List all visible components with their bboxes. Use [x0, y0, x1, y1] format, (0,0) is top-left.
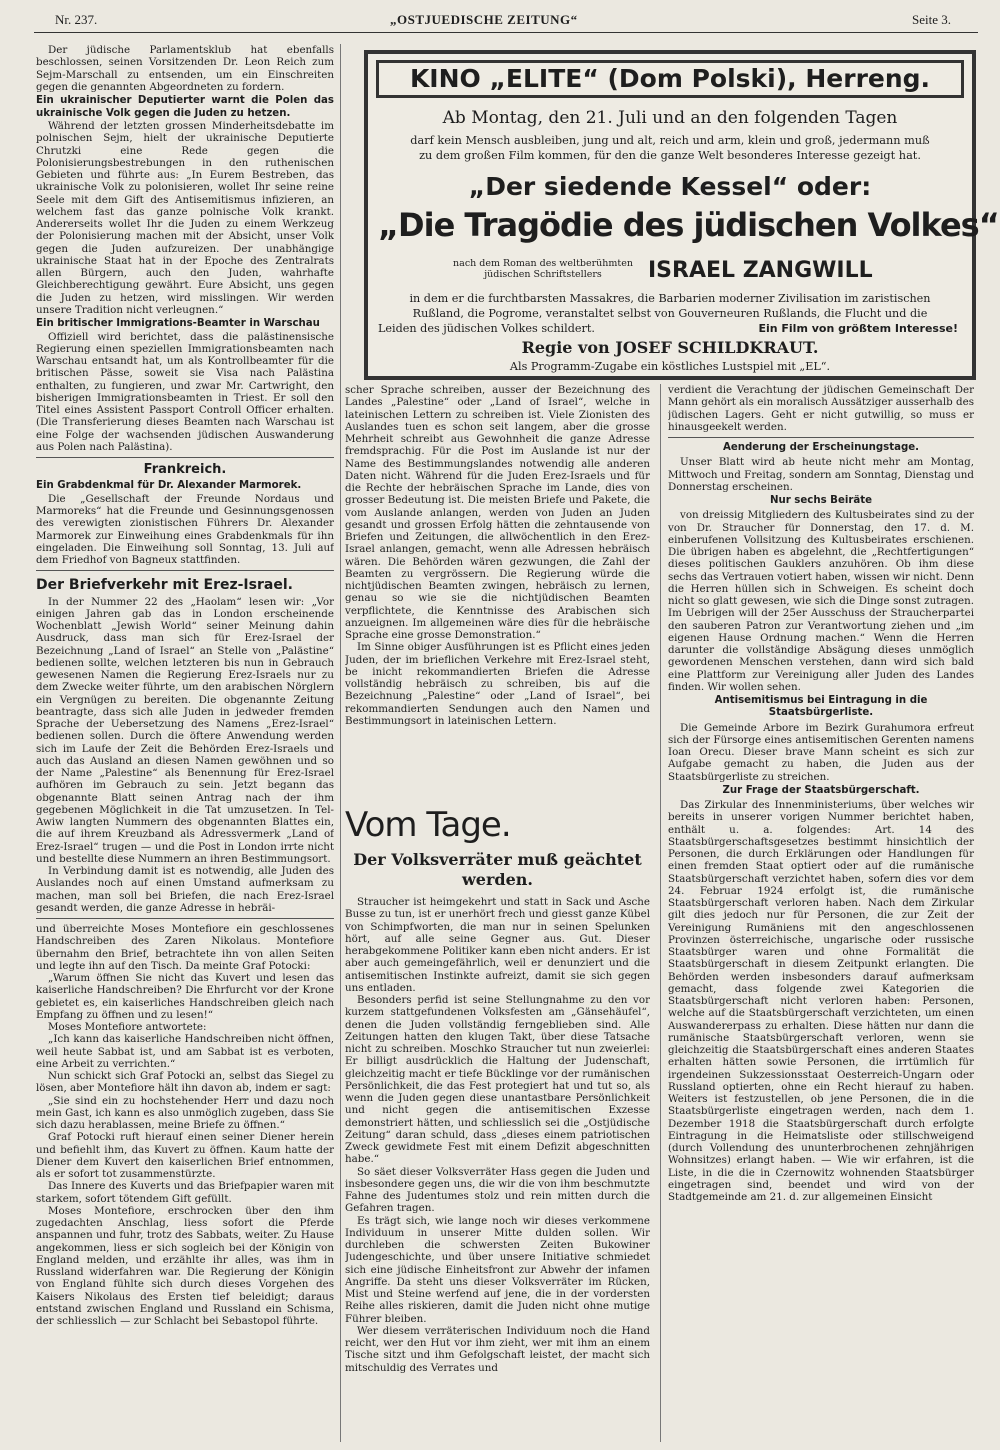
ad-film-title-1: „Der siedende Kessel“ oder:	[468, 172, 872, 201]
paragraph: Nun schickt sich Graf Potocki an, selbst das Siegel zu lösen, aber Montefiore hält ihn davon ab, indem er sagt:	[36, 1070, 334, 1095]
ad-line-1: darf kein Mensch ausbleiben, jung und alt, reich und arm, klein und groß, jedermann muß	[410, 134, 930, 147]
ad-bonus: Als Programm-Zugabe ein köstliches Lustspiel mit „EL“.	[509, 360, 831, 373]
article-heading: Ein Grabdenkmal für Dr. Alexander Marmorek.	[36, 480, 302, 492]
paragraph: In der Nummer 22 des „Haolam“ lesen wir: „Vor einigen Jahren gab das in London erscheinende Wochenblatt „Jewish World“ seiner Meinung dahin Ausdruck, dass man sich für Erez-Israel der Bezeichnung „Land of Israel“ an Stelle von „Palästine“ bedienen sollte, welchen letzteren bis nun in Gebrauch gewesenen Namen die Regierung Erez-Israels nur zu dem Zwecke weiter führte, um den arabischen Nörglern ein Vergnügen zu bereiten. Die obgenannte Zeitung beantragte, dass sich alle Juden in jedweder fremden Sprache der Uebersetzung des Namens „Erez-Israel“ bedienen sollen. Durch die öftere Anwendung werden sich im Laufe der Zeit die Behörden Erez-Israels und auch das Ausland an diesen Namen gewöhnen und so der Name „Palestine“ als Benennung für Erez-Israel aufhören im Gebrauch zu sein. Jetzt begann das obgenannte Blatt seinen Antrag nach der ihm gegebenen Möglichkeit in die Tat umzusetzen. In Tel-Awiw langten Nummern des obgenannten Blattes ein, die auf ihrem Kreuzband als Adressvermerk „Land of Erez-Israel“ trugen — und die Post in London irrte nicht und bestellte diese Nummern an ihren Bestimmungsort.	[36, 595, 334, 865]
paragraph: Graf Potocki ruft hierauf einen seiner Diener herein und befiehlt ihm, das Kuvert zu öffnen. Kaum hatte der Diener dem Kuvert den kaiserlichen Brief entnommen, als er sofort tot zusammenstürzte.	[36, 1131, 334, 1180]
ad-author: ISRAEL ZANGWILL	[648, 258, 873, 283]
header-rule	[34, 32, 978, 33]
ad-date: Ab Montag, den 21. Juli und an den folgenden Tagen	[442, 108, 898, 128]
article-heading: Zur Frage der Staatsbürgerschaft.	[722, 784, 920, 796]
section-heading: Frankreich.	[143, 462, 227, 477]
paragraph: „Warum öffnen Sie nicht das Kuvert und lesen das kaiserliche Handschreiben? Die Ehrfurcht vor der Krone gebietet es, ein kaiserliches Handschreiben gleich nach Empfang zu öffnen und zu lesen!“	[36, 972, 334, 1021]
paragraph: von dreissig Mitgliedern des Kultusbeirates sind zu der von Dr. Straucher für Donnerstag, den 17. d. M. einberufenen Vollsitzung des Kultusbeirates erschienen. Die übrigen haben es abgelehnt, die „Rechtfertigungen“ dieses politischen Gauklers anzuhören. Ob ihm diese sechs das Vertrauen votiert haben, wissen wir nicht. Denn die Herren hüllen sich in Schweigen. Es scheint doch nicht so glatt gewesen, wie sich die Dinge sonst zutragen. Im Uebrigen will der 25er Ausschuss der Straucherpartei den sauberen Patron zur Verantwortung ziehen und „im eigenen Hause Ordnung machen.“ Wenn die Herren darunter die vollständige Absägung dieses unmöglich gewordenen Menschen verstehen, dann wird sich bald eine Plattform zur Vereinigung aller Juden des Landes finden. Wir wollen sehen.	[668, 509, 974, 693]
divider	[36, 918, 334, 919]
section-heading: Der Briefverkehr mit Erez-Israel.	[36, 577, 293, 594]
article-heading: Aenderung der Erscheinungstage.	[722, 442, 920, 453]
paragraph: Moses Montefiore antwortete:	[48, 1021, 207, 1033]
ad-novel-note	[428, 258, 658, 280]
ad-desc-1: in dem er die furchtbarsten Massakres, die Barbarien moderner Zivilisation im zaristischen	[409, 292, 931, 305]
article-heading: Nur sechs Beiräte	[769, 495, 873, 506]
page-header	[0, 12, 1000, 34]
paragraph: Es trägt sich, wie lange noch wir dieses verkommene Individuum in unserer Mitte dulden sollen. Wir durchleben die schwersten Zeiten Bukowiner Judengeschichte, und über unsere Initiative schmiedet sich eine jüdische Einheitsfront zur Abwehr der infamen Angriffe. Da steht uns dieser Volksverräter im Rücken, Mist und Steine werfend auf jene, die in der vordersten Reihe alles riskieren, damit die Juden nicht ohne mutige Führer bleiben.	[345, 1214, 650, 1325]
paragraph: Moses Montefiore, erschrocken über den ihm zugedachten Anschlag, liess sofort die Pferde anspannen und fuhr, trotz des Sabbats, weiter. Zu Hause angekommen, liess er sich sogleich bei der Königin von England melden, und erzählte ihr alles, was ihm in Russland widerfahren war. Die Regierung der Königin von England fühlte sich durch dieses Vorgehen des Kaisers Nikolaus des Ersten tief beleidigt; daraus entstand zwischen England und Russland ein Schisma, der schliesslich — zur Schlacht bei Sebastopol führte.	[36, 1204, 334, 1327]
column-2-top	[345, 384, 650, 794]
article-headline: Der Volksverräter muß geächtet werden.	[353, 850, 642, 889]
column-rule	[340, 44, 341, 1442]
paragraph: Der jüdische Parlamentsklub hat ebenfalls beschlossen, seinen Vorsitzenden Dr. Leon Reich zum Sejm-Marschall zu entsenden, um ein Einschreiten gegen die genannten Abgeordneten zu fordern.	[36, 44, 334, 93]
ad-desc-3: Leiden des jüdischen Volkes schildert.	[378, 322, 595, 335]
column-3	[668, 384, 974, 1444]
ad-director: Regie von JOSEF SCHILDKRAUT.	[521, 338, 819, 357]
ad-kino-title: KINO „ELITE“ (Dom Polski), Herreng.	[376, 60, 964, 98]
paragraph: Die Gemeinde Arbore im Bezirk Gurahumora erfreut sich der Fürsorge eines antisemitischen Gerenten namens Ioan Orecu. Dieser brave Mann scheint es sich zur Aufgabe gemacht zu haben, die Juden aus der Staatsbürgerliste zu streichen.	[668, 721, 974, 783]
divider	[36, 570, 334, 571]
ad-film-title-2: „Die Tragödie des jüdischen Volkes“	[378, 206, 999, 244]
cinema-advertisement	[364, 50, 999, 380]
ad-novel-line-2: jüdischen Schriftstellers	[484, 269, 602, 280]
vom-tage-heading: Vom Tage.	[345, 805, 511, 845]
column-rule	[660, 384, 661, 1442]
ad-desc-2: Rußland, die Pogrome, veranstaltet selbst von Gouverneuren Rußlands, die Flucht und die	[412, 307, 928, 320]
column-1	[36, 44, 334, 1442]
paragraph: scher Sprache schreiben, ausser der Bezeichnung des Landes „Palestine“ oder „Land of Israel“, welche in lateinischen Lettern zu schreiben ist. Viele Zionisten des Auslandes tuen es schon seit langem, aber die grosse Mehrheit schreibt aus Gewohnheit die ganze Adresse fremdsprachig. Für die Post im Auslande ist nur der Name des Bestimmungslandes notwendig alle anderen Daten nicht. Während für die Juden Erez-Israels und für die Rechte der hebräischen Sprache im Lande, dies von grosser Bedeutung ist. Die meisten Briefe und Pakete, die vom Auslande anlangen, werden von Juden an Juden gesandt und grossen Erfolg hätten die zehntausende von Briefen und Zeitungen, die allwöchentlich in den Erez-Israel anlangen, gemacht, wenn alle Adressen hebräisch wären. Die Behörden wären gezwungen, die Zahl der Beamten zu vergrössern. Die Regierung würde die nichtjüdischen Beamten zwingen, hebräisch zu lernen, genau so wie sie die nichtjüdischen Beamten verpflichtete, die Kenntnisse des Arabischen sich anzueignen. Im allgemeinen wäre dies für die hebräische Sprache eine grosse Demonstration.“	[345, 384, 650, 641]
ad-line-2: zu dem großen Film kommen, für den die ganze Welt besonderes Interesse gezeigt hat.	[419, 149, 921, 162]
divider	[668, 437, 974, 438]
column-2-bottom	[345, 896, 650, 1444]
paragraph: Unser Blatt wird ab heute nicht mehr am Montag, Mittwoch und Freitag, sondern am Sonntag, Dienstag und Donnerstag erscheinen.	[668, 456, 974, 493]
paragraph: Das Innere des Kuverts und das Briefpapier waren mit starkem, sofort tötendem Gift gefüllt.	[36, 1180, 334, 1205]
paragraph: Das Zirkular des Innenministeriums, über welches wir bereits in unserer vorigen Nummer berichtet haben, enthält u. a. folgendes: Art. 14 des Staatsbürgerschaftsgesetzes bestimmt hinsichtlich der Personen, die durch Erklärungen oder Handlungen für einen fremden Staat optiert oder auf die rumänische Staatsbürgerschaft verzichtet haben, sofern dies vor dem 24. Februar 1924 erfolgt ist, die rumänische Staatsbürgerschaft verloren haben. Nach dem Zirkular gilt dies jedoch nur für Personen, die zur Zeit der Vereinigung Rumäniens mit den angeschlossenen Provinzen österreichische, ungarische oder russische Staatsbürger waren und ohne Formalität die Staatsbürgerschaft in diesem Zeitpunkt erlangten. Die Behörden werden insbesonders darauf aufmerksam gemacht, dass folgende zwei Kategorien die Staatsbürgerschaft nicht verloren haben: Personen, welche auf die Staatsbürgerschaft verzichteten, um einen Auswandererpass zu erhalten. Diese hätten nur dann die rumänische Staatsbürgerschaft verloren, wenn sie gleichzeitig die Staatsbürgerschaft eines anderen Staates erhalten hätten sowie Personen, die irrtümlich für irgendeinen Sukzessionsstaat Oesterreich-Ungarn oder Russland optierten, ohne ein Recht hierauf zu haben. Weiters ist festzustellen, ob jene Personen, die in die Staatsbürgerliste eingetragen werden, nach dem 1. Dezember 1918 die Staatsbürgerschaft durch erfolgte Eintragung in die Heimatsliste oder stillschweigend (durch Vollendung des ununterbrochenen zehnjährigen Wohnsitzes) erlangt haben. — Wie wir erfahren, ist die Liste, in die die in Czernowitz wohnenden Staatsbürger eingetragen sind, beendet und wird von der Stadtgemeinde am 21. d. zur allgemeinen Einsicht	[668, 799, 974, 1203]
ad-novel-line-1: nach dem Roman des weltberühmten	[453, 258, 633, 269]
paragraph: Wer diesem verräterischen Individuum noch die Hand reicht, wer den Hut vor ihm zieht, wer mit ihm an einem Tische sitzt und ihm Gefolgschaft leistet, der macht sich mitschuldig des Verrates und	[345, 1324, 650, 1374]
paragraph: „Ich kann das kaiserliche Handschreiben nicht öffnen, weil heute Sabbat ist, und am Sabbat ist es verboten, eine Arbeit zu verrichten.“	[36, 1033, 334, 1070]
paragraph: Offiziell wird berichtet, dass die palästinensische Regierung einen speziellen Immigrationsbeamten nach Warschau entsandt hat, um als Kontrollbeamter für die britischen Pässe, soweit sie Visa nach Palästina enthalten, zu fungieren, und zwar Mr. Cartwright, den bisherigen Immigrationsbeamten in Triest. Er soll den Titel eines Assistent Passport Controll Officer erhalten. (Die Transferierung dieses Beamten nach Warschau ist eine Folge der wachsenden jüdischen Auswanderung aus Polen nach Palästina).	[36, 330, 334, 453]
paragraph: Straucher ist heimgekehrt und statt in Sack und Asche Busse zu tun, ist er unerhört frech und giesst ganze Kübel von Schimpfworten, die man nur in seinen Spelunken hört, auf alle seine Gegner aus. Gut. Dieser herabgekommene Politiker kann eben nicht anders. Er ist aber auch gemeingefährlich, weil er denunziert und die antisemitischen Instinkte aufreizt, damit sie sich gegen uns entladen.	[345, 896, 650, 994]
paragraph: „Sie sind ein zu hochstehender Herr und dazu noch mein Gast, ich kann es also unmöglich zugeben, dass Sie sich dazu herablassen, meine Briefe zu öffnen.“	[36, 1094, 334, 1131]
paragraph: Besonders perfid ist seine Stellungnahme zu den vor kurzem stattgefundenen Volksfesten am „Gänsehäufel“, denen die Juden vollständig ferngeblieben sind. Alle Zeitungen hatten den klugen Takt, über diese Tatsache nicht zu schreiben. Moschko Straucher tut nun zweierlei: Er billigt ausdrücklich die Haltung der Judenschaft, gleichzeitig macht er tiefe Bücklinge vor der rumänischen Persönlichkeit, die das Fest protegiert hat und tut so, als wenn die Juden gegen diese unantastbare Persönlichkeit und nicht gegen die antisemitischen Exzesse demonstriert hätten, und schliesslich sei die „Ostjüdische Zeitung“ daran schuld, dass „dieses einem patriotischen Zweck gewidmete Fest mit einem Defizit abgeschnitten habe.“	[345, 994, 650, 1166]
paragraph: Die „Gesellschaft der Freunde Nordaus und Marmoreks“ hat die Freunde und Gesinnungsgenossen des verewigten zionistischen Führers Dr. Alexander Marmorek zur Einweihung eines Grabdenkmals für ihn eingeladen. Die Einweihung soll Sonntag, 13. Juli auf dem Friedhof von Bagneux stattfinden.	[36, 492, 334, 566]
issue-number: Nr. 237.	[55, 12, 98, 27]
paragraph: So säet dieser Volksverräter Hass gegen die Juden und insbesondere gegen uns, die wir die von ihm beschmutzte Fahne des Judentumes stolz und rein mitten durch die Gefahren tragen.	[345, 1165, 650, 1215]
ad-interest-note: Ein Film von größtem Interesse!	[758, 322, 958, 335]
paragraph: verdient die Verachtung der jüdischen Gemeinschaft Der Mann gehört als ein moralisch Aussätziger ausserhalb des jüdischen Lagers. Geht er nicht gutwillig, so muss er hinausgeekelt werden.	[668, 384, 974, 433]
paragraph: und überreichte Moses Montefiore ein geschlossenes Handschreiben des Zaren Nikolaus. Montefiore übernahm den Brief, betrachtete ihn von allen Seiten und legte ihn auf den Tisch. Da meinte Graf Potocki:	[36, 923, 334, 972]
paragraph: In Verbindung damit ist es notwendig, alle Juden des Auslandes noch auf einen Umstand aufmerksam zu machen, man soll bei Briefen, die nach Erez-Israel gesandt werden, die ganze Adresse in hebräi-	[36, 865, 334, 914]
article-heading: Ein britischer Immigrations-Beamter in Warschau	[36, 318, 320, 329]
article-heading: Antisemitismus bei Eintragung in die Staatsbürgerliste.	[714, 695, 928, 719]
masthead: „OSTJUEDISCHE ZEITUNG“	[390, 12, 578, 27]
divider	[36, 457, 334, 458]
article-heading: Ein ukrainischer Deputierter warnt die Polen das ukrainische Volk gegen die Juden zu hetzen.	[36, 95, 334, 119]
page-number: Seite 3.	[912, 12, 951, 27]
paragraph: Im Sinne obiger Ausführungen ist es Pflicht eines jeden Juden, der im brieflichen Verkehre mit Erez-Israel steht, be inicht rekommandierten Briefen die Adresse vollständig hebräisch zu schreiben, bis auf die Bezeichnung „Palestine“ oder „Land of Israel“, bei rekommandierten Sendungen auch den Namen und Bestimmungsort in lateinischen Lettern.	[345, 641, 650, 727]
paragraph: Während der letzten grossen Minderheitsdebatte im polnischen Sejm, hielt der ukrainische Deputierte Chrutzki eine Rede gegen die Polonisierungsbestrebungen in den ruthenischen Gebieten und führte aus: „In Eurem Bestreben, das ukrainische Volk zu polonisieren, wollet Ihr seine reine Seele mit dem Gift des Antisemitismus infizieren, an welchem fast das ganze polnische Volk krankt. Andererseits wollet Ihr die Juden zu einem Werkzeug der Polonisierung machen mit der Absicht, unser Volk gegen die Juden aufzureizen. Der unabhängige ukrainische Staat hat in der Epoche des Zentralrats allen Bürgern, auch den Juden, wahrhafte Gleichberechtigung gewährt. Eure Absicht, uns gegen die Juden zu hetzen, wird misslingen. Wir werden unsere Tradition nicht verleugnen.“	[36, 120, 334, 316]
